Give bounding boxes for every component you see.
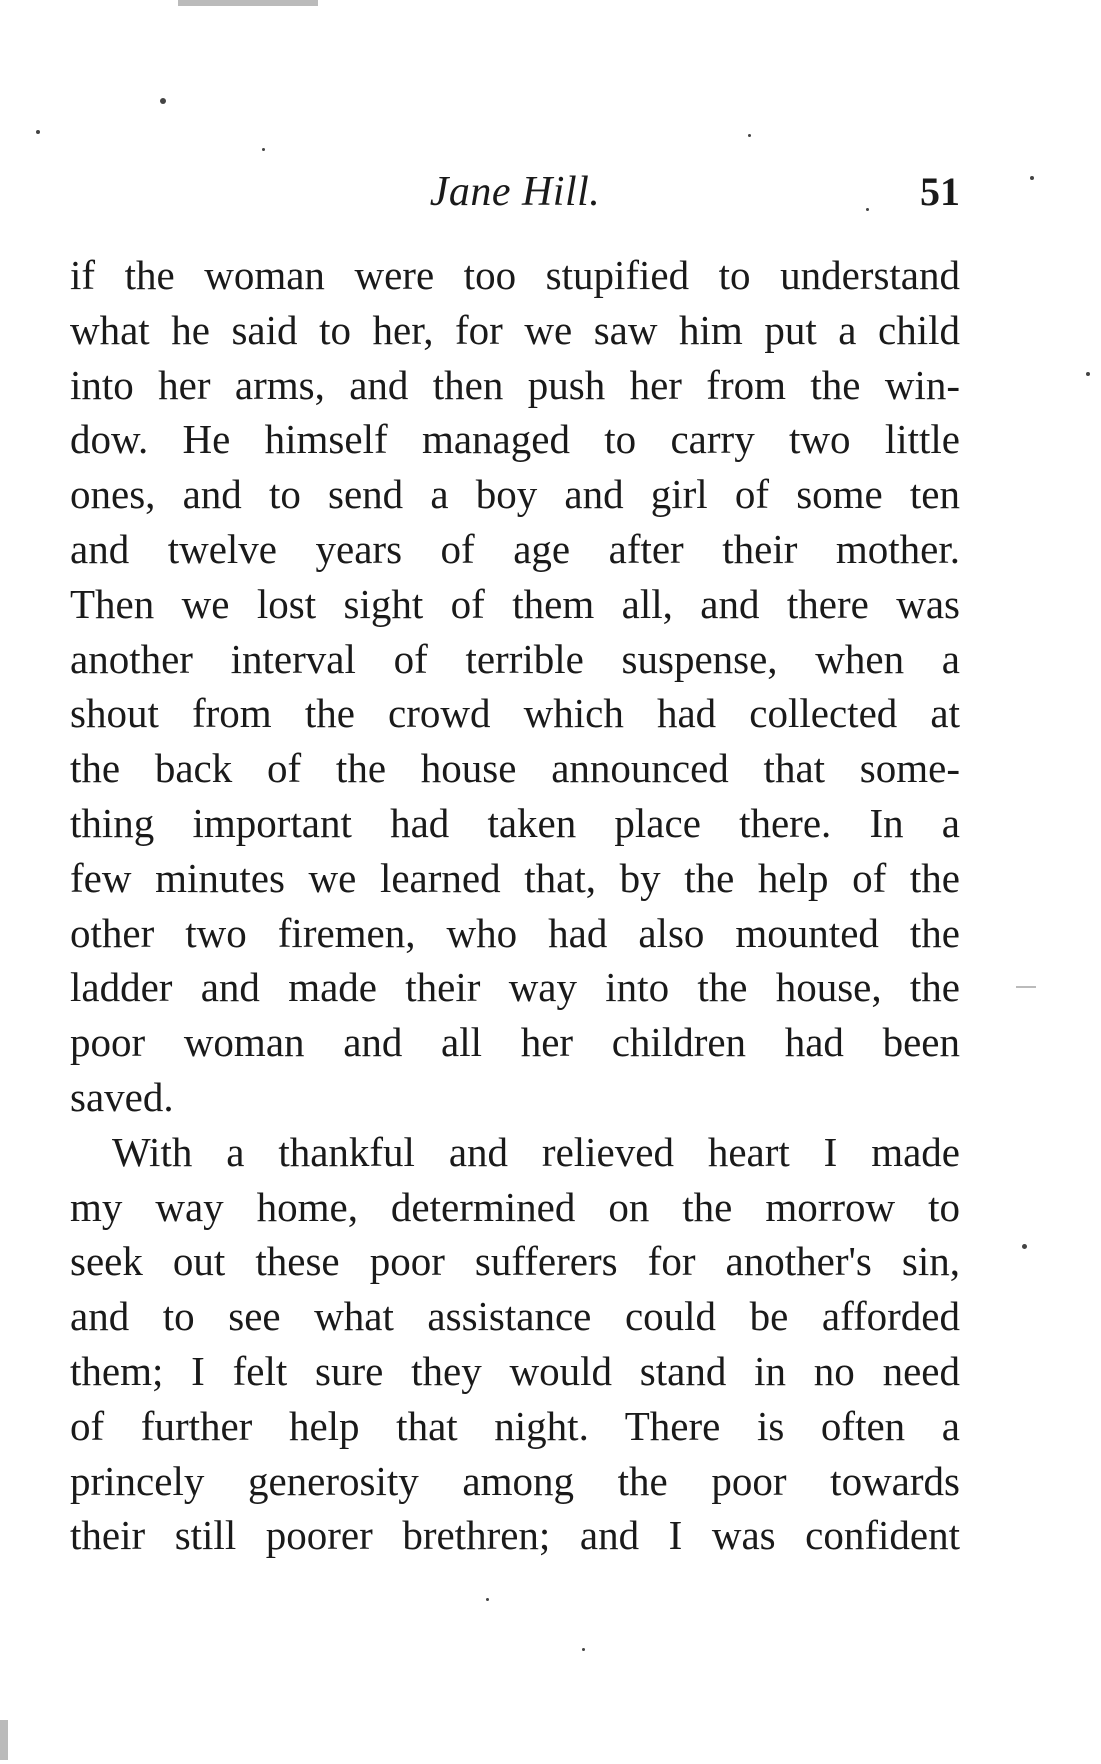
- text-line: poor woman and all her children had been: [70, 1019, 960, 1066]
- paragraph-1: [70, 248, 960, 1125]
- text-line: few minutes we learned that, by the help of the: [70, 854, 960, 901]
- text-line: if the woman were too stupified to understand: [70, 252, 960, 298]
- page-number: 51: [920, 169, 960, 214]
- text-line: dow. He himself managed to carry two little: [70, 416, 960, 463]
- scan-speck: [866, 208, 869, 211]
- text-line: my way home, determined on the morrow to: [70, 1183, 960, 1230]
- scan-speck: [262, 148, 265, 151]
- text-line: shout from the crowd which had collected at: [70, 690, 960, 737]
- text-line: ladder and made their way into the house, the: [70, 964, 960, 1011]
- text-line: them; I felt sure they would stand in no need: [70, 1347, 960, 1394]
- page-header: [70, 168, 960, 218]
- scan-smudge: [0, 1720, 8, 1760]
- text-line: and to see what assistance could be afforded: [70, 1293, 960, 1340]
- scan-smudge: [178, 0, 318, 6]
- text-line: With a thankful and relieved heart I made: [112, 1128, 960, 1175]
- text-line: into her arms, and then push her from the win-: [70, 361, 960, 408]
- text-line: the back of the house announced that some-: [70, 745, 960, 792]
- scan-speck: [1022, 1244, 1027, 1249]
- text-line: what he said to her, for we saw him put a child: [70, 306, 960, 353]
- scan-speck: [36, 130, 40, 134]
- body-text: [70, 248, 960, 1563]
- text-line: saved.: [70, 1073, 174, 1120]
- text-line: princely generosity among the poor towards: [70, 1457, 960, 1504]
- text-line: Then we lost sight of them all, and there was: [70, 580, 960, 627]
- text-line: other two firemen, who had also mounted the: [70, 909, 960, 956]
- scan-speck: [748, 134, 751, 137]
- text-line: thing important had taken place there. In a: [70, 799, 960, 846]
- text-line: another interval of terrible suspense, when a: [70, 635, 960, 682]
- scan-speck: [1086, 372, 1090, 376]
- scan-speck: [160, 98, 166, 104]
- text-line: and twelve years of age after their mother.: [70, 525, 960, 572]
- text-line: of further help that night. There is often a: [70, 1402, 960, 1449]
- text-line: their still poorer brethren; and I was confident: [70, 1512, 960, 1559]
- paragraph-2: [70, 1125, 960, 1563]
- running-title: Jane Hill.: [429, 169, 601, 215]
- scan-speck: [486, 1598, 489, 1601]
- text-line: ones, and to send a boy and girl of some ten: [70, 471, 960, 518]
- scan-speck: [1030, 176, 1034, 180]
- scan-smudge: [1016, 986, 1036, 988]
- scan-speck: [582, 1648, 585, 1651]
- text-line: seek out these poor sufferers for another's sin,: [70, 1238, 960, 1285]
